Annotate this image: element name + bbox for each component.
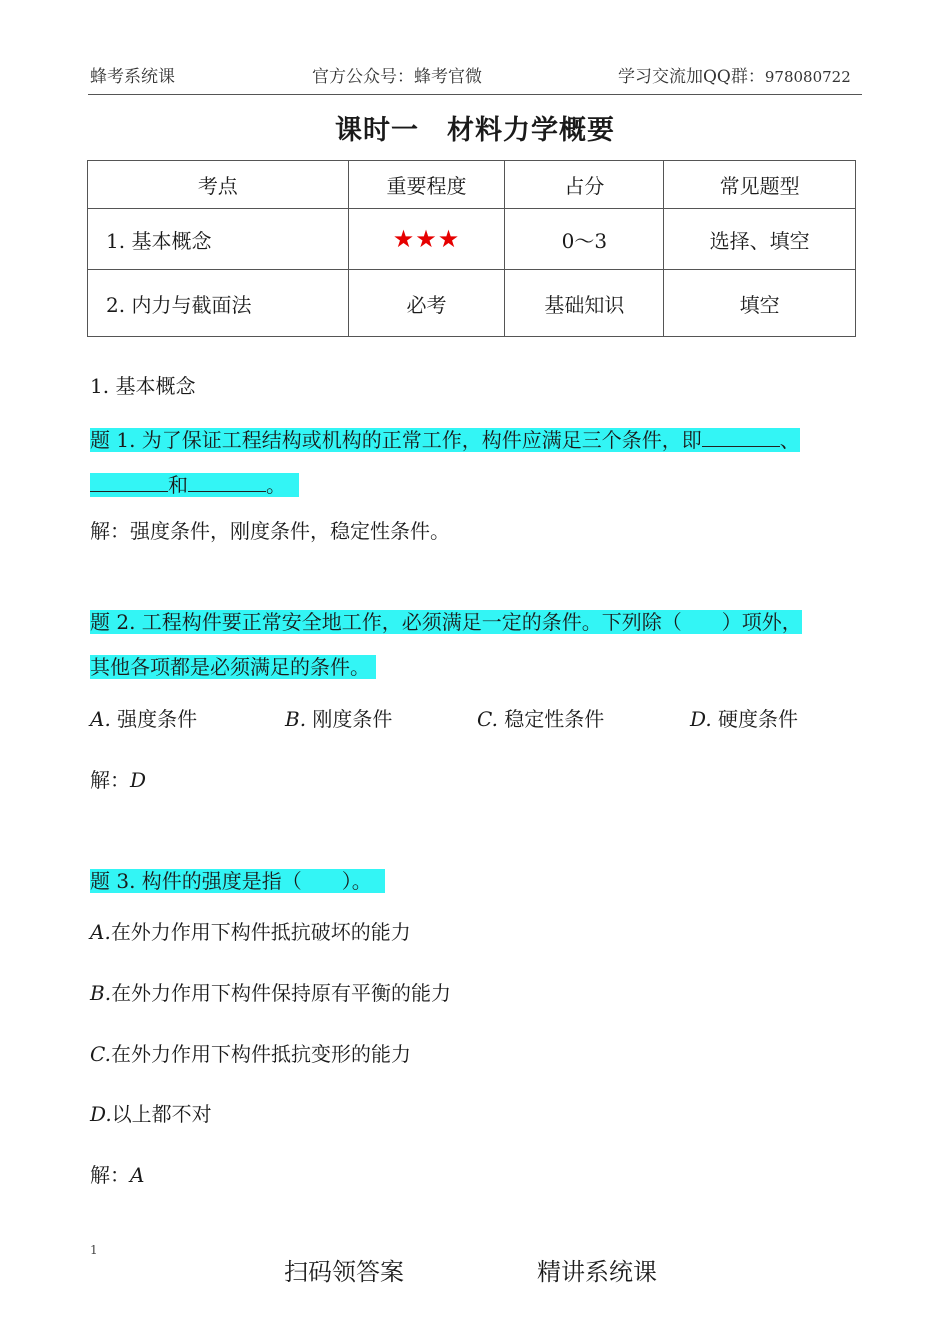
question-3-option-d: D.以上都不对 (90, 1102, 212, 1126)
table-cell-score: 0～3 (505, 209, 664, 270)
question-1-answer: 解：强度条件，刚度条件，稳定性条件。 (90, 519, 450, 543)
question-3-option-b: B.在外力作用下构件保持原有平衡的能力 (90, 981, 452, 1005)
table-cell-score: 基础知识 (505, 270, 664, 337)
header-official-account: 官方公众号：蜂考官微 (312, 67, 482, 87)
table-header-cell: 占分 (505, 161, 664, 209)
importance-stars: ★★★ (392, 225, 461, 253)
question-2-option-c: C. 稳定性条件 (477, 707, 605, 731)
table-header-row (88, 161, 856, 209)
header-divider (88, 94, 862, 95)
question-3-answer: 解：A (90, 1163, 145, 1187)
scan-for-answers-link[interactable]: 扫码领答案 (284, 1258, 404, 1286)
question-2-answer: 解：D (90, 768, 147, 792)
table-row (88, 209, 856, 270)
header-qq-label: 学习交流加QQ群： (618, 67, 765, 87)
table-cell-importance: 必考 (348, 270, 505, 337)
question-2-option-b: B. 刚度条件 (285, 707, 393, 731)
question-3-option-a: A.在外力作用下构件抵抗破坏的能力 (90, 920, 411, 944)
header-qq-number: 978080722 (764, 68, 851, 86)
question-2-line1: 题 2. 工程构件要正常安全地工作，必须满足一定的条件。下列除（ ）项外， (90, 610, 802, 634)
question-1 (90, 424, 800, 453)
question-2-option-d: D. 硬度条件 (690, 707, 799, 731)
header-brand: 蜂考系统课 (90, 67, 175, 87)
table-cell-topic: 1. 基本概念 (88, 209, 349, 270)
question-2-line2: 其他各项都是必须满足的条件。 (90, 651, 376, 680)
table-header-cell: 重要程度 (348, 161, 505, 209)
page-number: 1 (90, 1243, 98, 1257)
question-1-line2: 和 。 (90, 469, 299, 498)
table-cell-type: 填空 (664, 270, 856, 337)
section-heading: 1. 基本概念 (90, 374, 196, 398)
course-link[interactable]: 精讲系统课 (537, 1258, 657, 1286)
question-2-option-a: A. 强度条件 (90, 707, 198, 731)
fill-blank (90, 473, 168, 492)
table-header-cell: 考点 (88, 161, 349, 209)
table-cell-type: 选择、填空 (664, 209, 856, 270)
exam-points-table (87, 160, 856, 337)
table-cell-topic: 2. 内力与截面法 (88, 270, 349, 337)
question-3-option-c: C.在外力作用下构件抵抗变形的能力 (90, 1042, 411, 1066)
question-3-line1: 题 3. 构件的强度是指（ ）。 (90, 865, 385, 894)
question-1-line1: 题 1. 为了保证工程结构或机构的正常工作，构件应满足三个条件，即 、 (90, 428, 800, 452)
page-title: 课时一 材料力学概要 (335, 115, 615, 146)
fill-blank (702, 428, 780, 447)
fill-blank (188, 473, 266, 492)
table-cell-importance (348, 209, 505, 270)
table-row (88, 270, 856, 337)
header-qq-group (618, 62, 851, 87)
table-header-cell: 常见题型 (664, 161, 856, 209)
